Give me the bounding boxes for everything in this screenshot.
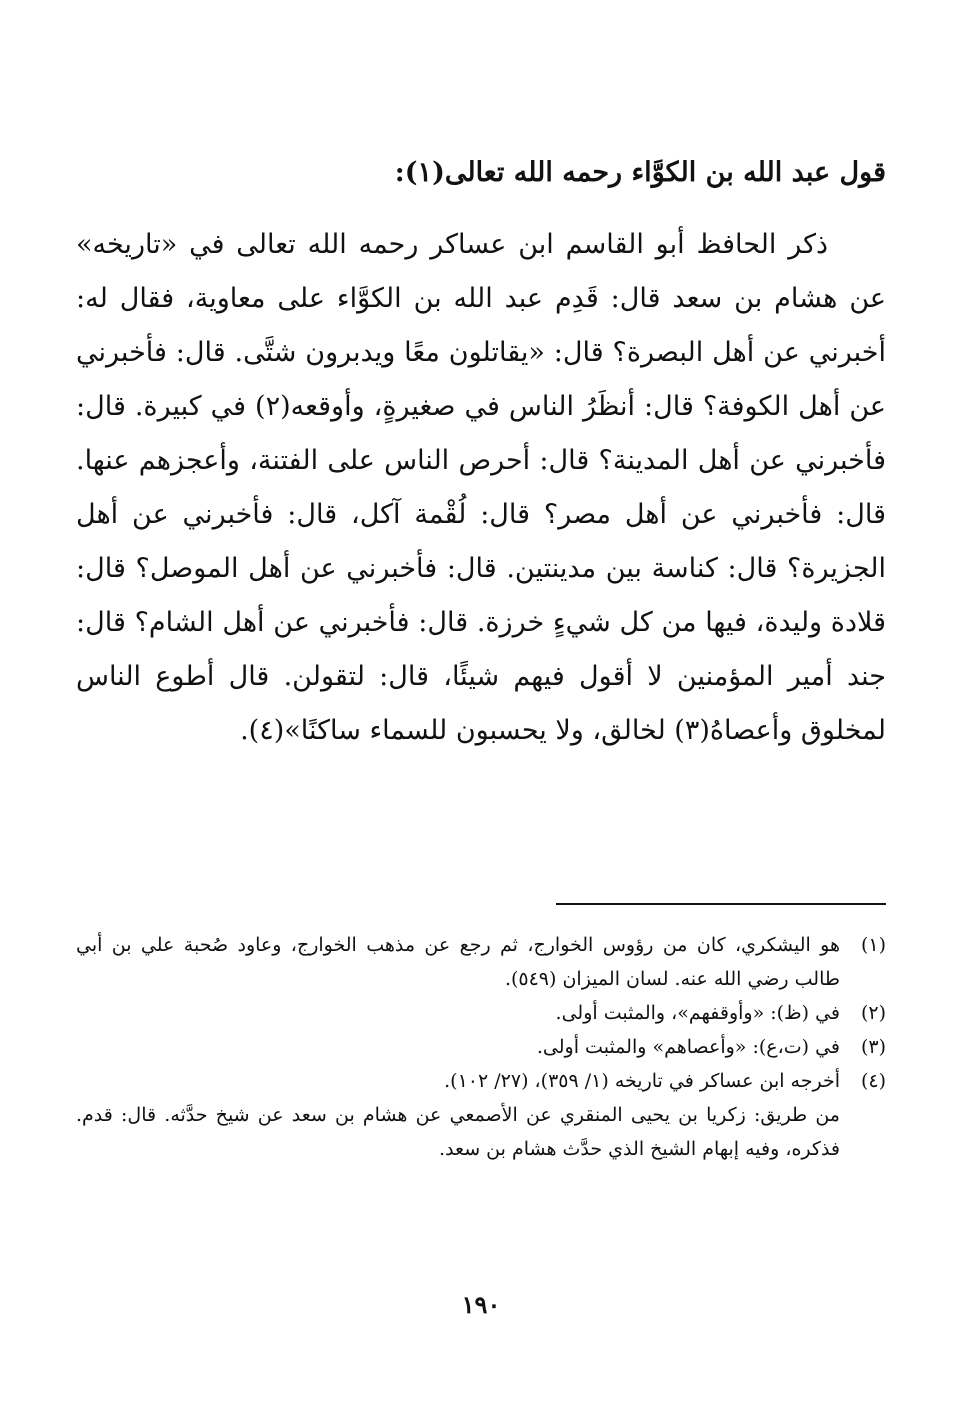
footnote-4-continuation: من طريق: زكريا بن يحيى المنقري عن الأصمعي عن هشام بن سعد عن شيخ حدَّثه. قال: قدم. فذكره، وفيه إبهام الشيخ الذي حدَّث هشام بن سعد. [76,1104,840,1160]
footnote-text: في (ظ): «وأوقفهم»، والمثبت أولى. [555,1002,840,1024]
page-number: ١٩٠ [461,1290,501,1319]
main-text [76,218,886,758]
footnote-number: (١) [860,934,886,956]
section-heading: قول عبد الله بن الكوَّاء رحمه الله تعالى(١): [394,157,886,188]
footnote-number: (٢) [860,1002,886,1024]
footnote-text: هو اليشكري، كان من رؤوس الخوارج، ثم رجع عن مذهب الخوارج، وعاود صُحبة علي بن أبي طالب رضي الله عنه. لسان الميزان (٥٤٩). [76,934,840,990]
footnote-number: (٣) [860,1036,886,1058]
footnote-3 [76,1030,886,1064]
footnote-separator [556,903,886,905]
footnotes [76,928,886,1166]
footnote-text: في (ت،ع): «وأعصاهم» والمثبت أولى. [536,1036,840,1058]
footnote-4 [76,1064,886,1098]
book-page [76,0,886,1423]
footnote-number: (٤) [860,1070,886,1092]
footnote-2 [76,996,886,1030]
footnote-1 [76,928,886,996]
footnote-text: أخرجه ابن عساكر في تاريخه (١/ ٣٥٩)، (٢٧/ ١٠٢). [444,1070,840,1092]
body-paragraph: ذكر الحافظ أبو القاسم ابن عساكر رحمه الله تعالى في «تاريخه» عن هشام بن سعد قال: قَدِم عبد الله بن الكوَّاء على معاوية، فقال له: أخبرني عن أهل البصرة؟ قال: «يقاتلون معًا ويدبرون شتَّى. قال: فأخبرني عن أهل الكوفة؟ قال: أنظَرُ الناس في صغيرةٍ، وأوقعه(٢) في كبيرة. قال: فأخبرني عن أهل المدينة؟ قال: أحرص الناس على الفتنة، وأعجزهم عنها. قال: فأخبرني عن أهل مصر؟ قال: لُقْمة آكل، قال: فأخبرني عن أهل الجزيرة؟ قال: كناسة بين مدينتين. قال: فأخبرني عن أهل الموصل؟ قال: قلادة وليدة، فيها من كل شيءٍ خرزة. قال: فأخبرني عن أهل الشام؟ قال: جند أمير المؤمنين لا أقول فيهم شيئًا، قال: لتقولن. قال أطوع الناس لمخلوق وأعصاهُ(٣) لخالق، ولا يحسبون للسماء ساكنًا»(٤). [76,229,886,746]
